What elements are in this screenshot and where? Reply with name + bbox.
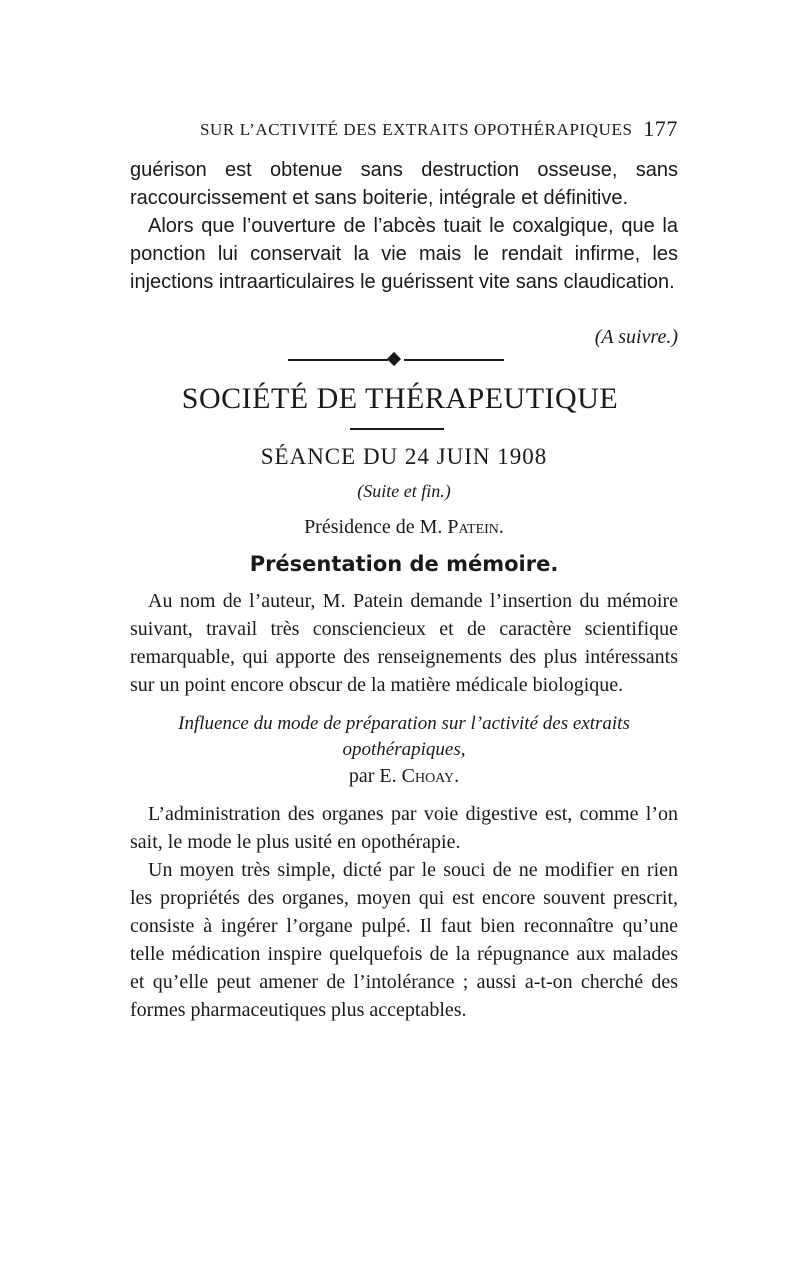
article-author — [130, 765, 678, 788]
a-suivre-note: (A suivre.) — [594, 326, 678, 348]
running-title: SUR L’ACTIVITÉ DES EXTRAITS OPOTHÉRAPIQUES — [200, 120, 633, 139]
page-number: 177 — [643, 116, 678, 141]
paragraph-guerison: guérison est obtenue sans destruction osseuse, sans raccourcissement et sans boiterie, intégrale et définitive. — [130, 159, 678, 209]
suite-et-fin: (Suite et fin.) — [357, 481, 451, 501]
page-header — [200, 116, 678, 144]
divider-line-right — [404, 359, 504, 361]
divider-line-left — [288, 359, 388, 361]
presidence-name: Patein. — [447, 516, 504, 538]
society-paragraph — [130, 587, 678, 699]
article-body — [130, 800, 678, 1024]
author-prefix: par E. — [348, 765, 397, 787]
article-title-line-1: Influence du mode de préparation sur l’activité des extraits — [178, 713, 630, 734]
seance-date: SÉANCE DU 24 JUIN 1908 — [260, 444, 548, 469]
author-name: Choay. — [401, 765, 460, 787]
presidence-line — [130, 516, 678, 539]
continuation-text — [130, 156, 678, 296]
article-title — [130, 711, 678, 763]
paragraph-moyen: Un moyen très simple, dicté par le souci de ne modifier en rien les propriétés des organes, moyen qui est encore souvent prescrit, consiste à ingérer l’organe pulpé. Il faut bien reconnaître qu’une telle médication inspire quelquefois de la répugnance aux malades et qu’elle peut amener de l’intolérance ; aussi a-t-on cherché des formes pharmaceutiques plus acceptables. — [130, 859, 678, 1021]
section-divider-ornament — [288, 352, 504, 368]
presentation-heading: Présentation de mémoire. — [249, 552, 559, 576]
paragraph-au-nom: Au nom de l’auteur, M. Patein demande l’insertion du mémoire suivant, travail très consciencieux et de caractère scientifique remarquable, qui apporte des renseignements des plus intéressants sur un point encore obscur de la matière médicale biologique. — [130, 590, 678, 696]
society-title: SOCIÉTÉ DE THÉRAPEUTIQUE — [181, 382, 619, 415]
presidence-prefix: Présidence de M. — [304, 516, 443, 538]
paragraph-coxalgique: Alors que l’ouverture de l’abcès tuait le coxalgique, que la ponction lui conservait la vie mais le rendait infirme, les injections intraarticulaires le guérissent vite sans claudication. — [130, 215, 678, 293]
article-title-line-2: opothérapiques, — [342, 739, 466, 760]
diamond-ornament-icon — [387, 352, 401, 366]
title-rule — [350, 428, 444, 430]
paragraph-administration: L’administration des organes par voie digestive est, comme l’on sait, le mode le plus usité en opothérapie. — [130, 803, 678, 853]
